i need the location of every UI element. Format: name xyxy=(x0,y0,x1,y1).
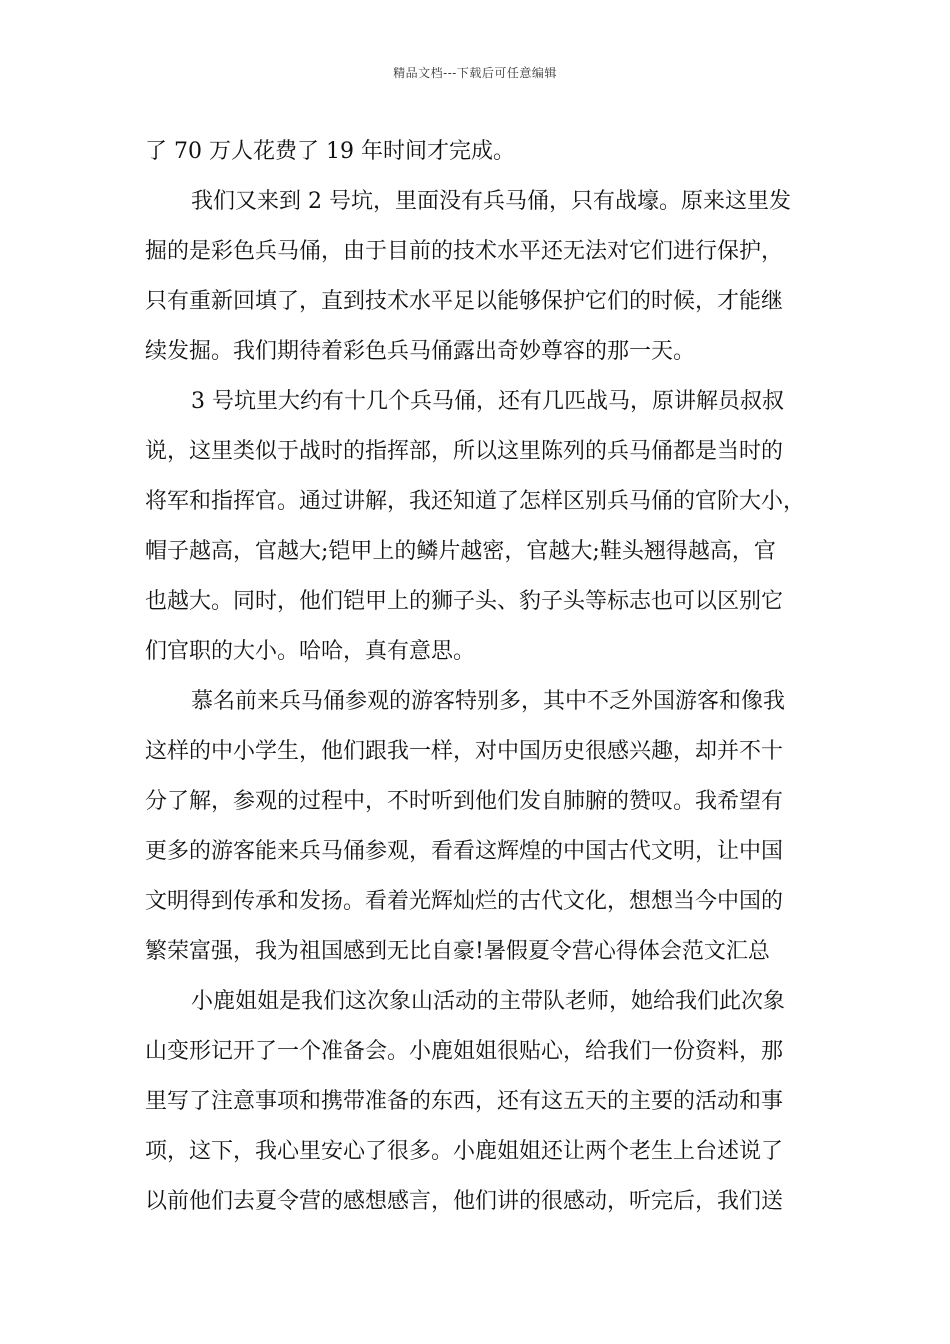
text-line: 山变形记开了一个准备会。小鹿姐姐很贴心，给我们一份资料，那 xyxy=(145,1039,784,1064)
paragraph-start-line: 慕名前来兵马俑参观的游客特别多，其中不乏外国游客和像我 xyxy=(191,689,786,714)
text-line: 更多的游客能来兵马俑参观，看看这辉煌的中国古代文明，让中国 xyxy=(145,839,784,864)
document-body xyxy=(145,127,825,1227)
page-header: 精品文档---下载后可任意编辑 xyxy=(393,66,557,80)
paragraph-start-line: 我们又来到 2 号坑，里面没有兵马俑，只有战壕。原来这里发 xyxy=(191,189,791,214)
text-line: 掘的是彩色兵马俑，由于目前的技术水平还无法对它们进行保护， xyxy=(145,239,784,264)
paragraph-start-line: 小鹿姐姐是我们这次象山活动的主带队老师，她给我们此次象 xyxy=(191,989,786,1014)
text-line: 项，这下，我心里安心了很多。小鹿姐姐还让两个老生上台述说了 xyxy=(145,1139,784,1164)
text-line: 了 70 万人花费了 19 年时间才完成。 xyxy=(145,139,515,164)
text-line: 帽子越高，官越大;铠甲上的鳞片越密，官越大;鞋头翘得越高，官 xyxy=(145,539,776,564)
text-line: 里写了注意事项和携带准备的东西，还有这五天的主要的活动和事 xyxy=(145,1089,784,1114)
text-line: 也越大。同时，他们铠甲上的狮子头、豹子头等标志也可以区别它 xyxy=(145,589,784,614)
text-line: 只有重新回填了，直到技术水平足以能够保护它们的时候，才能继 xyxy=(145,289,784,314)
paragraph-start-line: 3 号坑里大约有十几个兵马俑，还有几匹战马，原讲解员叔叔 xyxy=(191,389,784,414)
text-line: 们官职的大小。哈哈，真有意思。 xyxy=(145,639,476,664)
text-line: 分了解，参观的过程中，不时听到他们发自肺腑的赞叹。我希望有 xyxy=(145,789,784,814)
text-line: 将军和指挥官。通过讲解，我还知道了怎样区别兵马俑的官阶大小， xyxy=(145,489,806,514)
text-line: 说，这里类似于战时的指挥部，所以这里陈列的兵马俑都是当时的 xyxy=(145,439,784,464)
text-line: 繁荣富强，我为祖国感到无比自豪!暑假夏令营心得体会范文汇总 xyxy=(145,939,770,964)
text-line: 文明得到传承和发扬。看着光辉灿烂的古代文化，想想当今中国的 xyxy=(145,889,784,914)
text-line: 这样的中小学生，他们跟我一样，对中国历史很感兴趣，却并不十 xyxy=(145,739,784,764)
text-line: 续发掘。我们期待着彩色兵马俑露出奇妙尊容的那一天。 xyxy=(145,339,696,364)
text-line: 以前他们去夏令营的感想感言，他们讲的很感动，听完后，我们送 xyxy=(145,1189,784,1214)
